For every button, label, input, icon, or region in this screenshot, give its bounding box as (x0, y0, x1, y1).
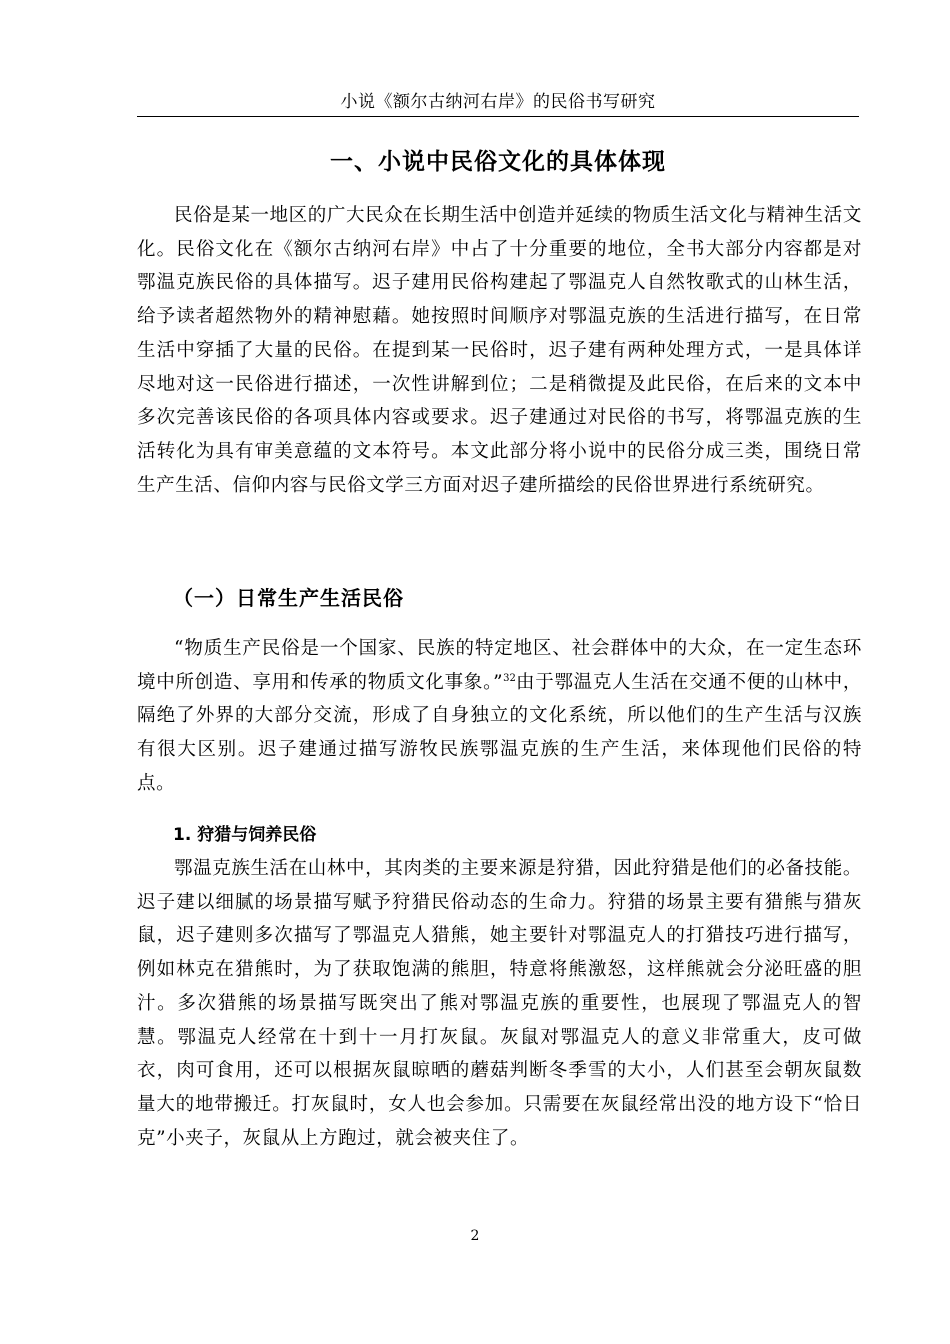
footnote-reference[interactable]: 32 (503, 672, 516, 684)
running-header-title: 小说《额尔古纳河右岸》的民俗书写研究 (340, 92, 656, 112)
section-paragraph (137, 632, 862, 801)
paragraph-continuation: 由于鄂温克人生活在交通不便的山林中，隔绝了外界的大部分交流，形成了自身独立的文化系统，所以他们的生产生活与汉族有很大区别。迟子建通过描写游牧民族鄂温克族的生产生活，来体现他们民俗的特点。 (137, 671, 862, 794)
page-number: 2 (470, 1228, 480, 1244)
quote-text: “物质生产民俗是一个国家、民族的特定地区、社会群体中的大众，在一定生态环境中所创造、享用和传承的物质文化事象。” (137, 638, 862, 693)
section-heading: （一）日常生产生活民俗 (173, 586, 404, 610)
subsection-heading: 1. 狩猎与饲养民俗 (173, 825, 317, 845)
chapter-title: 一、小说中民俗文化的具体体现 (330, 149, 666, 175)
header-divider (137, 116, 859, 117)
intro-paragraph: 民俗是某一地区的广大民众在长期生活中创造并延续的物质生活文化与精神生活文化。民俗文化在《额尔古纳河右岸》中占了十分重要的地位，全书大部分内容都是对鄂温克族民俗的具体描写。迟子建用民俗构建起了鄂温克人自然牧歌式的山林生活，给予读者超然物外的精神慰藉。她按照时间顺序对鄂温克族的生活进行描写，在日常生活中穿插了大量的民俗。在提到某一民俗时，迟子建有两种处理方式，一是具体详尽地对这一民俗进行描述，一次性讲解到位；二是稍微提及此民俗，在后来的文本中多次完善该民俗的各项具体内容或要求。迟子建通过对民俗的书写，将鄂温克族的生活转化为具有审美意蕴的文本符号。本文此部分将小说中的民俗分成三类，围绕日常生产生活、信仰内容与民俗文学三方面对迟子建所描绘的民俗世界进行系统研究。 (137, 205, 862, 496)
subsection-paragraph: 鄂温克族生活在山林中，其肉类的主要来源是狩猎，因此狩猎是他们的必备技能。迟子建以细腻的场景描写赋予狩猎民俗动态的生命力。狩猎的场景主要有猎熊与猎灰鼠，迟子建则多次描写了鄂温克人猎熊，她主要针对鄂温克人的打猎技巧进行描写，例如林克在猎熊时，为了获取饱满的熊胆，特意将熊激怒，这样熊就会分泌旺盛的胆汁。多次猎熊的场景描写既突出了熊对鄂温克族的重要性，也展现了鄂温克人的智慧。鄂温克人经常在十到十一月打灰鼠。灰鼠对鄂温克人的意义非常重大，皮可做衣，肉可食用，还可以根据灰鼠晾晒的蘑菇判断冬季雪的大小，人们甚至会朝灰鼠数量大的地带搬迁。打灰鼠时，女人也会参加。只需要在灰鼠经常出没的地方设下“恰日克”小夹子，灰鼠从上方跑过，就会被夹住了。 (137, 858, 862, 1149)
